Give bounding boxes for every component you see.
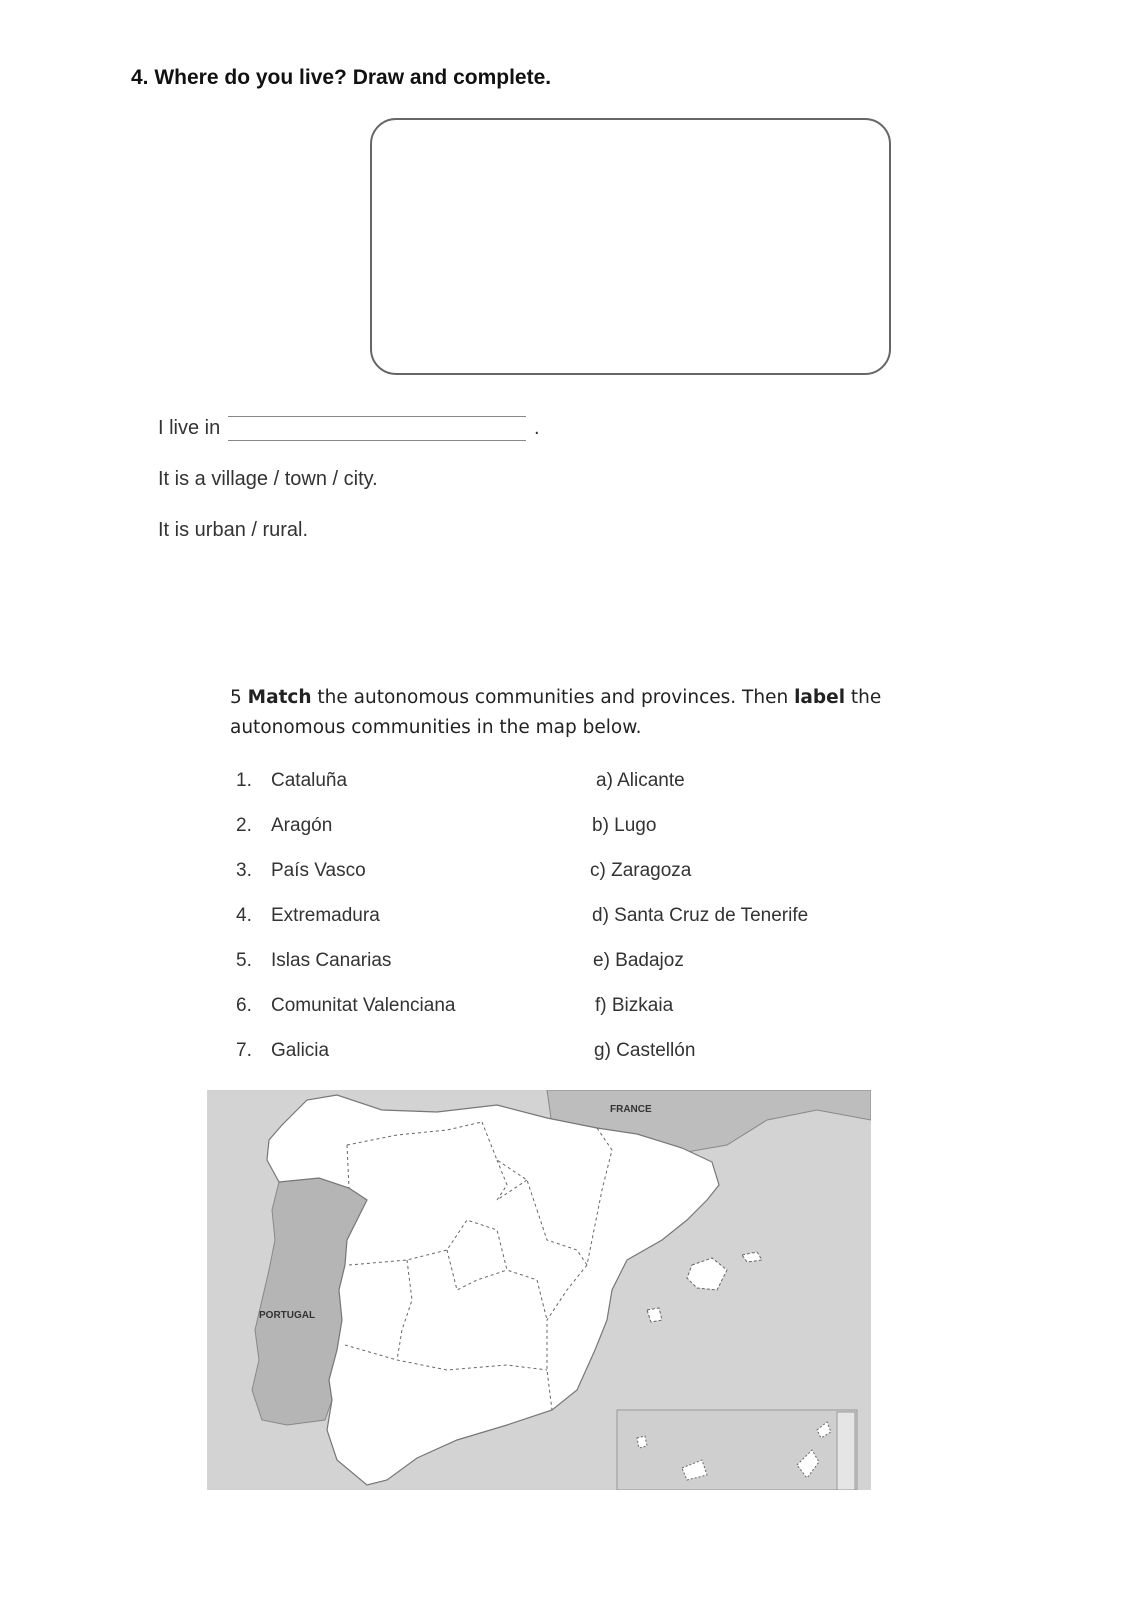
label-word: label — [794, 687, 846, 708]
community-number: 4. — [236, 905, 252, 926]
province-item: b) Lugo — [592, 815, 657, 836]
province-item: f) Bizkaia — [595, 995, 674, 1016]
place-type-sentence: It is a village / town / city. — [158, 468, 378, 490]
community-name: Galicia — [271, 1040, 330, 1061]
community-number: 5. — [236, 950, 252, 971]
province-item: g) Castellón — [594, 1040, 696, 1061]
community-name: Islas Canarias — [271, 950, 392, 971]
live-in-suffix: . — [534, 417, 540, 439]
community-item — [236, 995, 455, 1017]
community-item — [236, 860, 366, 882]
live-in-blank[interactable] — [228, 416, 526, 441]
exercise-5-number: 5 — [230, 687, 242, 708]
province-item: d) Santa Cruz de Tenerife — [592, 905, 809, 926]
community-number: 7. — [236, 1040, 252, 1061]
province-item: c) Zaragoza — [590, 860, 692, 881]
community-number: 6. — [236, 995, 252, 1016]
balearic-menorca — [742, 1252, 762, 1262]
community-name: Comunitat Valenciana — [271, 995, 456, 1016]
exercise-5-instructions — [230, 683, 890, 743]
instructions-end: the autonomous communities in the map below. — [230, 687, 882, 738]
community-name: Cataluña — [271, 770, 348, 791]
community-number: 2. — [236, 815, 252, 836]
balearic-mallorca — [687, 1258, 727, 1290]
community-name: Aragón — [271, 815, 333, 836]
spain-map — [207, 1090, 871, 1490]
match-word: Match — [247, 687, 312, 708]
province-item: a) Alicante — [596, 770, 685, 791]
community-number: 1. — [236, 770, 252, 791]
drawing-box[interactable] — [370, 118, 891, 375]
portugal-label: PORTUGAL — [259, 1310, 316, 1321]
community-item — [236, 905, 380, 927]
community-name: Extremadura — [271, 905, 380, 926]
community-item — [236, 815, 332, 837]
place-kind-sentence: It is urban / rural. — [158, 519, 309, 541]
community-item — [236, 950, 391, 972]
live-in-prefix: I live in — [158, 417, 221, 439]
canary-inset — [617, 1410, 857, 1490]
province-item: e) Badajoz — [593, 950, 684, 971]
balearic-ibiza — [647, 1308, 662, 1322]
france-label: FRANCE — [610, 1104, 652, 1115]
exercise-4-title: 4. Where do you live? Draw and complete. — [131, 66, 552, 89]
community-item — [236, 770, 347, 792]
community-item — [236, 1040, 329, 1062]
community-number: 3. — [236, 860, 252, 881]
instructions-mid: the autonomous communities and provinces. Then — [311, 687, 795, 708]
community-name: País Vasco — [271, 860, 366, 881]
